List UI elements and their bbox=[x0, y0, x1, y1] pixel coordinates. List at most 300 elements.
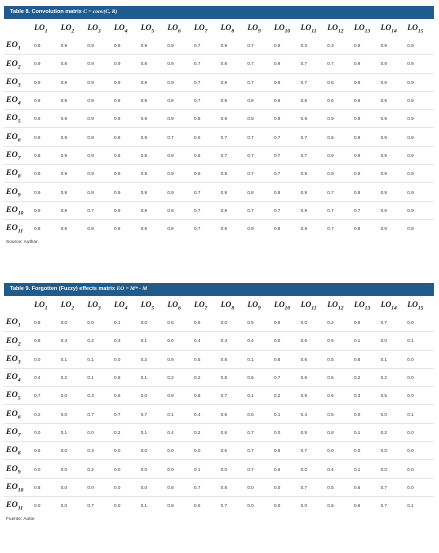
column-header-index: 11 bbox=[311, 305, 317, 312]
matrix-cell: 0.9 bbox=[407, 134, 414, 140]
matrix-cell: 0.9 bbox=[380, 152, 387, 158]
column-header bbox=[274, 297, 301, 314]
matrix-cell: 0.8 bbox=[300, 393, 308, 399]
matrix-cell: 0.7 bbox=[167, 134, 174, 140]
matrix-cell: 0.6 bbox=[327, 98, 334, 104]
row-header bbox=[4, 91, 34, 109]
column-header bbox=[194, 297, 221, 314]
matrix-cell: 0.6 bbox=[300, 356, 308, 362]
column-header-label: LO bbox=[194, 22, 205, 32]
matrix-cell: 0.0 bbox=[60, 393, 68, 399]
matrix-cell: 0.4 bbox=[247, 338, 254, 344]
matrix-cell: 0.9 bbox=[220, 79, 228, 85]
matrix-cell: 0.9 bbox=[87, 116, 94, 122]
matrix-cell: 0.0 bbox=[60, 411, 68, 417]
matrix-cell: 0.8 bbox=[300, 98, 308, 104]
matrix-cell: 0.9 bbox=[220, 189, 228, 195]
matrix-cell: 0.0 bbox=[407, 466, 414, 472]
matrix-cell: 0.7 bbox=[273, 134, 281, 140]
column-header-index: 8 bbox=[231, 28, 235, 35]
matrix-cell: 0.1 bbox=[353, 338, 361, 344]
matrix-cell: 0.5 bbox=[327, 484, 334, 490]
row-header-label: EO bbox=[6, 94, 18, 105]
matrix-cell: 0.0 bbox=[114, 484, 121, 490]
column-header-index: 13 bbox=[364, 305, 371, 312]
matrix-cell: 0.7 bbox=[380, 320, 387, 326]
row-header-label: EO bbox=[6, 57, 18, 68]
matrix-cell: 0.1 bbox=[247, 356, 254, 362]
table-row bbox=[4, 165, 434, 183]
matrix-cell: 0.9 bbox=[407, 171, 414, 177]
matrix-cell: 0.9 bbox=[167, 61, 174, 67]
matrix-cell: 0.9 bbox=[407, 116, 414, 122]
matrix-cell: 0.0 bbox=[194, 448, 201, 454]
matrix-cell: 0.1 bbox=[60, 429, 68, 435]
matrix-cell: 0.8 bbox=[194, 393, 201, 399]
row-header-index: 5 bbox=[17, 119, 21, 126]
column-header bbox=[194, 20, 221, 37]
matrix-cell: 0.0 bbox=[353, 411, 361, 417]
matrix-cell: 0.9 bbox=[114, 207, 121, 213]
matrix-cell: 0.0 bbox=[327, 448, 334, 454]
matrix-cell: 0.9 bbox=[114, 79, 121, 85]
column-header-label: LO bbox=[34, 22, 45, 32]
matrix-cell: 0.1 bbox=[60, 356, 68, 362]
matrix-cell: 0.0 bbox=[60, 448, 68, 454]
matrix-cell: 0.8 bbox=[247, 98, 254, 104]
matrix-cell: 0.6 bbox=[327, 393, 334, 399]
matrix-cell: 0.9 bbox=[87, 79, 94, 85]
matrix-cell: 0.8 bbox=[353, 226, 361, 232]
column-header bbox=[301, 297, 328, 314]
table-row bbox=[4, 37, 434, 55]
column-header-label: LO bbox=[353, 299, 365, 309]
column-header-label: LO bbox=[60, 299, 72, 309]
column-header-index: 7 bbox=[204, 28, 208, 35]
matrix-cell: 0.9 bbox=[407, 98, 414, 104]
table-9-caption-formula: EO = M* - M bbox=[116, 286, 148, 292]
column-header bbox=[247, 297, 274, 314]
matrix-cell: 0.8 bbox=[407, 226, 414, 232]
column-header-label: LO bbox=[380, 299, 392, 309]
matrix-cell: 0.0 bbox=[353, 448, 361, 454]
matrix-cell: 0.9 bbox=[353, 116, 361, 122]
matrix-cell: 0.2 bbox=[194, 429, 201, 435]
column-header bbox=[301, 20, 328, 37]
matrix-cell: 0.8 bbox=[34, 152, 41, 158]
matrix-cell: 0.8 bbox=[220, 484, 228, 490]
matrix-cell: 0.9 bbox=[114, 61, 121, 67]
matrix-cell: 0.9 bbox=[140, 43, 148, 49]
matrix-cell: 0.2 bbox=[34, 411, 41, 417]
matrix-cell: 0.2 bbox=[87, 466, 94, 472]
matrix-cell: 0.9 bbox=[300, 189, 308, 195]
matrix-cell: 0.8 bbox=[300, 171, 308, 177]
matrix-cell: 0.8 bbox=[60, 226, 68, 232]
column-header-index: 6 bbox=[178, 28, 181, 35]
matrix-cell: 0.5 bbox=[194, 356, 201, 362]
row-header bbox=[4, 387, 34, 405]
matrix-cell: 0.9 bbox=[327, 116, 334, 122]
row-header-index: 7 bbox=[17, 432, 21, 439]
column-header-label: LO bbox=[407, 299, 418, 309]
matrix-cell: 0.9 bbox=[194, 152, 201, 158]
matrix-cell: 0.4 bbox=[327, 466, 334, 472]
row-header-index: 9 bbox=[17, 469, 21, 476]
column-header bbox=[141, 297, 168, 314]
matrix-cell: 0.1 bbox=[87, 375, 94, 381]
matrix-cell: 0.2 bbox=[273, 393, 281, 399]
matrix-cell: 0.0 bbox=[407, 356, 414, 362]
matrix-cell: 0.9 bbox=[87, 152, 94, 158]
column-header bbox=[221, 297, 248, 314]
matrix-cell: 0.9 bbox=[167, 356, 174, 362]
matrix-cell: 0.7 bbox=[87, 207, 94, 213]
table-row bbox=[4, 314, 434, 332]
column-header bbox=[61, 20, 88, 37]
matrix-cell: 0.9 bbox=[407, 79, 414, 85]
row-header-index: 2 bbox=[17, 341, 21, 348]
matrix-cell: 0.9 bbox=[60, 61, 68, 67]
matrix-cell: 0.9 bbox=[220, 61, 228, 67]
matrix-cell: 0.0 bbox=[300, 320, 308, 326]
matrix-cell: 0.8 bbox=[140, 226, 148, 232]
matrix-cell: 0.7 bbox=[114, 411, 121, 417]
matrix-cell: 0.1 bbox=[407, 338, 414, 344]
column-header-label: LO bbox=[300, 299, 312, 309]
matrix-cell: 0.0 bbox=[273, 338, 281, 344]
matrix-cell: 0.3 bbox=[114, 338, 121, 344]
column-header bbox=[87, 297, 114, 314]
matrix-cell: 0.0 bbox=[247, 503, 254, 509]
matrix-cell: 0.9 bbox=[380, 79, 387, 85]
matrix-cell: 0.8 bbox=[327, 429, 334, 435]
row-header-index: 4 bbox=[17, 100, 21, 107]
row-header-index: 11 bbox=[17, 505, 24, 512]
matrix-cell: 0.9 bbox=[353, 98, 361, 104]
matrix-cell: 0.6 bbox=[194, 503, 201, 509]
matrix-cell: 0.0 bbox=[220, 466, 228, 472]
matrix-cell: 0.8 bbox=[87, 189, 94, 195]
matrix-cell: 0.9 bbox=[380, 171, 387, 177]
row-header-index: 2 bbox=[17, 64, 21, 71]
row-header-index: 3 bbox=[17, 82, 21, 89]
matrix-cell: 0.8 bbox=[220, 226, 228, 232]
row-header-label: EO bbox=[6, 149, 18, 160]
column-header-label: LO bbox=[114, 22, 125, 32]
column-header bbox=[34, 20, 61, 37]
row-header-label: EO bbox=[6, 334, 18, 345]
matrix-cell: 0.7 bbox=[34, 393, 41, 399]
matrix-cell: 0.9 bbox=[273, 61, 281, 67]
row-header-label: EO bbox=[6, 371, 18, 382]
matrix-cell: 0.7 bbox=[140, 411, 148, 417]
matrix-cell: 0.7 bbox=[220, 503, 228, 509]
table-row bbox=[4, 442, 434, 460]
matrix-cell: 0.0 bbox=[87, 484, 94, 490]
matrix-cell: 0.8 bbox=[220, 375, 228, 381]
matrix-cell: 0.9 bbox=[407, 152, 414, 158]
matrix-cell: 0.1 bbox=[194, 466, 201, 472]
matrix-cell: 0.9 bbox=[167, 116, 174, 122]
matrix-cell: 0.9 bbox=[353, 171, 361, 177]
matrix-cell: 0.1 bbox=[407, 411, 414, 417]
matrix-cell: 0.6 bbox=[300, 375, 308, 381]
row-header bbox=[4, 314, 34, 332]
matrix-cell: 0.8 bbox=[167, 503, 174, 509]
matrix-cell: 0.8 bbox=[167, 207, 174, 213]
row-header-label: EO bbox=[6, 389, 18, 400]
matrix-cell: 0.5 bbox=[327, 338, 334, 344]
matrix-cell: 0.7 bbox=[194, 484, 201, 490]
column-header bbox=[327, 20, 354, 37]
matrix-cell: 0.7 bbox=[87, 503, 94, 509]
matrix-cell: 0.8 bbox=[140, 171, 148, 177]
matrix-cell: 0.9 bbox=[34, 116, 41, 122]
matrix-cell: 0.9 bbox=[34, 171, 41, 177]
matrix-cell: 0.7 bbox=[327, 226, 334, 232]
matrix-cell: 0.3 bbox=[87, 393, 94, 399]
matrix-cell: 0.7 bbox=[194, 61, 201, 67]
table-header-row bbox=[4, 20, 434, 37]
matrix-cell: 0.0 bbox=[87, 320, 94, 326]
matrix-cell: 0.7 bbox=[273, 207, 281, 213]
matrix-cell: 0.5 bbox=[380, 393, 387, 399]
row-header-index: 8 bbox=[17, 451, 21, 458]
row-header bbox=[4, 165, 34, 183]
column-header-label: LO bbox=[220, 22, 232, 32]
matrix-cell: 0.7 bbox=[247, 466, 254, 472]
table-8-caption-text: Table 8. Convolution matrix bbox=[10, 9, 82, 15]
table-row bbox=[4, 368, 434, 386]
matrix-cell: 0.9 bbox=[220, 43, 228, 49]
column-header-index: 12 bbox=[337, 28, 344, 35]
matrix-cell: 0.9 bbox=[34, 134, 41, 140]
matrix-cell: 0.9 bbox=[273, 98, 281, 104]
matrix-cell: 0.9 bbox=[380, 43, 387, 49]
matrix-cell: 0.9 bbox=[380, 134, 387, 140]
matrix-cell: 0.0 bbox=[140, 448, 148, 454]
matrix-cell: 0.7 bbox=[300, 61, 308, 67]
matrix-cell: 0.3 bbox=[327, 43, 334, 49]
table-row bbox=[4, 423, 434, 441]
column-header-index: 1 bbox=[44, 28, 48, 35]
column-header-index: 9 bbox=[257, 305, 261, 312]
matrix-cell: 0.0 bbox=[407, 393, 414, 399]
column-header bbox=[114, 297, 141, 314]
matrix-cell: 0.5 bbox=[247, 320, 254, 326]
column-header-label: LO bbox=[87, 299, 99, 309]
matrix-cell: 0.9 bbox=[380, 61, 387, 67]
matrix-cell: 0.0 bbox=[300, 503, 308, 509]
matrix-cell: 0.0 bbox=[380, 466, 387, 472]
matrix-cell: 0.9 bbox=[353, 61, 361, 67]
table-9 bbox=[4, 283, 434, 522]
matrix-cell: 0.0 bbox=[60, 484, 68, 490]
matrix-cell: 0.9 bbox=[300, 116, 308, 122]
matrix-cell: 0.7 bbox=[327, 189, 334, 195]
matrix-cell: 0.8 bbox=[167, 152, 174, 158]
matrix-cell: 0.9 bbox=[60, 98, 68, 104]
convolution-matrix-table bbox=[4, 20, 434, 237]
matrix-cell: 0.0 bbox=[140, 320, 148, 326]
matrix-cell: 0.2 bbox=[167, 375, 174, 381]
column-header bbox=[34, 297, 61, 314]
matrix-cell: 0.8 bbox=[34, 320, 41, 326]
matrix-cell: 0.0 bbox=[247, 484, 254, 490]
matrix-cell: 0.8 bbox=[167, 98, 174, 104]
table-row bbox=[4, 201, 434, 219]
column-header-label: LO bbox=[34, 299, 45, 309]
matrix-cell: 0.4 bbox=[34, 375, 41, 381]
matrix-cell: 0.9 bbox=[60, 79, 68, 85]
row-header bbox=[4, 442, 34, 460]
row-header bbox=[4, 110, 34, 128]
column-header-label: LO bbox=[273, 299, 285, 309]
matrix-cell: 0.7 bbox=[194, 43, 201, 49]
row-header bbox=[4, 332, 34, 350]
column-header bbox=[407, 20, 434, 37]
table-8 bbox=[4, 6, 434, 245]
row-header-label: EO bbox=[6, 167, 18, 178]
matrix-cell: 0.1 bbox=[407, 503, 414, 509]
row-header-label: EO bbox=[6, 203, 18, 214]
row-header bbox=[4, 460, 34, 478]
matrix-cell: 0.2 bbox=[114, 429, 121, 435]
matrix-cell: 0.7 bbox=[194, 226, 201, 232]
matrix-cell: 0.6 bbox=[167, 320, 174, 326]
matrix-cell: 0.3 bbox=[300, 43, 308, 49]
matrix-cell: 0.0 bbox=[34, 356, 41, 362]
matrix-cell: 0.6 bbox=[353, 484, 361, 490]
matrix-cell: 0.9 bbox=[114, 171, 121, 177]
matrix-cell: 0.9 bbox=[220, 207, 228, 213]
matrix-cell: 0.0 bbox=[60, 503, 68, 509]
matrix-cell: 0.9 bbox=[114, 189, 121, 195]
matrix-cell: 0.9 bbox=[60, 152, 68, 158]
matrix-cell: 0.6 bbox=[300, 338, 308, 344]
matrix-cell: 0.9 bbox=[60, 134, 68, 140]
matrix-cell: 0.9 bbox=[34, 61, 41, 67]
column-header-label: LO bbox=[220, 299, 232, 309]
column-header-label: LO bbox=[114, 299, 125, 309]
column-header-index: 4 bbox=[124, 28, 128, 35]
matrix-cell: 0.8 bbox=[273, 320, 281, 326]
matrix-cell: 0.9 bbox=[407, 189, 414, 195]
matrix-cell: 0.9 bbox=[247, 226, 254, 232]
column-header-index: 4 bbox=[124, 305, 128, 312]
matrix-cell: 0.2 bbox=[194, 375, 201, 381]
matrix-cell: 0.6 bbox=[247, 375, 254, 381]
matrix-cell: 0.8 bbox=[167, 226, 174, 232]
row-header bbox=[4, 146, 34, 164]
column-header-index: 2 bbox=[71, 305, 75, 312]
matrix-cell: 0.7 bbox=[194, 189, 201, 195]
matrix-cell: 0.2 bbox=[87, 338, 94, 344]
matrix-cell: 0.9 bbox=[327, 171, 334, 177]
table-9-caption-text: Table 9. Forgotten (Fuzzy) effects matrix bbox=[10, 286, 116, 292]
column-header-index: 9 bbox=[257, 28, 261, 35]
matrix-cell: 0.4 bbox=[60, 338, 68, 344]
matrix-cell: 0.0 bbox=[407, 320, 414, 326]
corner-cell bbox=[4, 20, 34, 37]
column-header-index: 6 bbox=[178, 305, 181, 312]
row-header-label: EO bbox=[6, 352, 18, 363]
matrix-cell: 0.8 bbox=[273, 189, 281, 195]
table-row bbox=[4, 128, 434, 146]
matrix-cell: 0.8 bbox=[273, 356, 281, 362]
matrix-cell: 0.0 bbox=[34, 429, 41, 435]
matrix-cell: 0.8 bbox=[167, 484, 174, 490]
matrix-cell: 0.0 bbox=[407, 484, 414, 490]
matrix-cell: 0.9 bbox=[407, 61, 414, 67]
column-header-index: 3 bbox=[98, 305, 101, 312]
matrix-cell: 0.9 bbox=[407, 207, 414, 213]
row-header-index: 1 bbox=[17, 322, 21, 329]
matrix-cell: 0.9 bbox=[273, 43, 281, 49]
matrix-cell: 0.8 bbox=[87, 134, 94, 140]
matrix-cell: 0.2 bbox=[380, 375, 387, 381]
matrix-cell: 0.8 bbox=[380, 226, 387, 232]
matrix-cell: 0.0 bbox=[140, 393, 148, 399]
matrix-cell: 0.1 bbox=[114, 320, 121, 326]
matrix-cell: 0.5 bbox=[327, 375, 334, 381]
matrix-cell: 0.7 bbox=[194, 207, 201, 213]
matrix-cell: 0.9 bbox=[273, 116, 281, 122]
row-header-label: EO bbox=[6, 185, 18, 196]
column-header-index: 14 bbox=[391, 305, 397, 312]
matrix-cell: 0.1 bbox=[140, 375, 148, 381]
matrix-cell: 0.9 bbox=[60, 207, 68, 213]
row-header bbox=[4, 423, 34, 441]
matrix-cell: 0.9 bbox=[167, 79, 174, 85]
matrix-cell: 0.0 bbox=[167, 466, 174, 472]
matrix-cell: 0.7 bbox=[300, 484, 308, 490]
row-header bbox=[4, 350, 34, 368]
row-header-label: EO bbox=[6, 112, 18, 123]
matrix-cell: 0.8 bbox=[353, 356, 361, 362]
matrix-cell: 0.6 bbox=[327, 503, 334, 509]
column-header bbox=[221, 20, 248, 37]
matrix-cell: 0.9 bbox=[114, 134, 121, 140]
matrix-cell: 0.2 bbox=[380, 429, 387, 435]
matrix-cell: 0.4 bbox=[300, 411, 308, 417]
column-header-label: LO bbox=[60, 22, 72, 32]
row-header bbox=[4, 55, 34, 73]
row-header-index: 10 bbox=[17, 487, 24, 494]
matrix-cell: 0.8 bbox=[34, 226, 41, 232]
matrix-cell: 0.7 bbox=[247, 43, 254, 49]
row-header-label: EO bbox=[6, 462, 18, 473]
forgotten-effects-matrix-table bbox=[4, 297, 434, 514]
column-header bbox=[407, 297, 434, 314]
matrix-cell: 0.0 bbox=[34, 466, 41, 472]
matrix-cell: 0.9 bbox=[140, 134, 148, 140]
matrix-cell: 0.7 bbox=[87, 411, 94, 417]
row-header-index: 3 bbox=[17, 359, 21, 366]
matrix-cell: 0.2 bbox=[60, 375, 68, 381]
matrix-cell: 0.9 bbox=[220, 98, 228, 104]
matrix-cell: 0.7 bbox=[194, 79, 201, 85]
row-header-index: 9 bbox=[17, 192, 21, 199]
matrix-cell: 0.1 bbox=[273, 411, 281, 417]
matrix-cell: 0.7 bbox=[247, 207, 254, 213]
matrix-cell: 0.9 bbox=[114, 43, 121, 49]
column-header-index: 13 bbox=[364, 28, 371, 35]
table-row bbox=[4, 91, 434, 109]
table-row bbox=[4, 460, 434, 478]
matrix-cell: 0.9 bbox=[87, 61, 94, 67]
